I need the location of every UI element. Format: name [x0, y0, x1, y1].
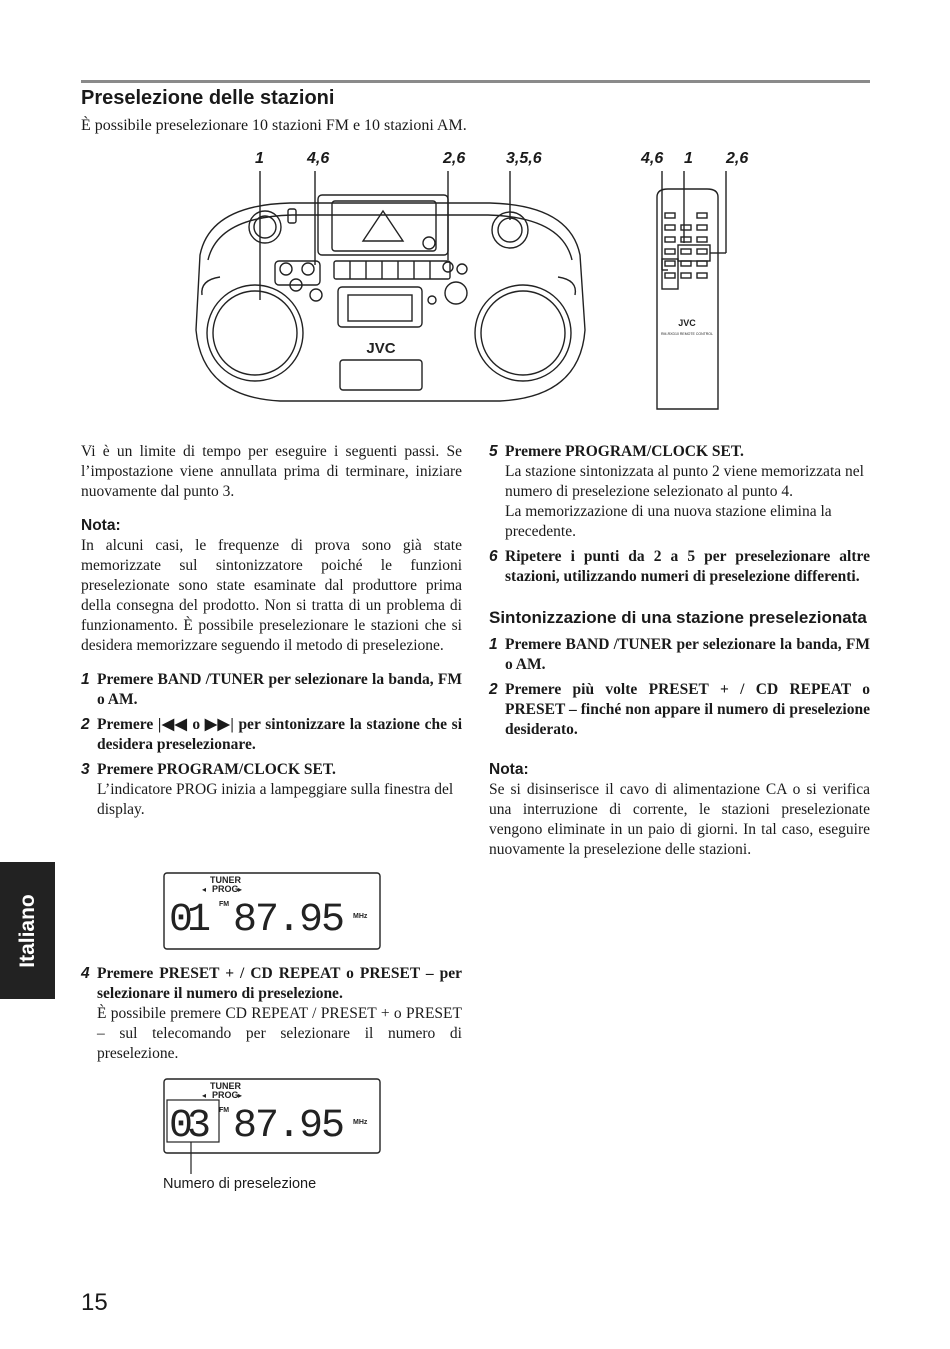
- remote-label: RM-RXD10 REMOTE CONTROL: [661, 332, 713, 336]
- subsection-title: Sintonizzazione di una stazione preselezionata: [489, 608, 867, 627]
- display-1-unit: MHz: [353, 913, 368, 920]
- nota-text-left: In alcuni casi, le frequenze di prova sono già state memorizzate sul sintonizzatore poiché le funzioni preselezionate sono state esaminate dal produttore prima della consegna del prodotto. Non si tratta di un problema di funzionamento. È possibile preselezionare le stazioni che si desidera memorizzare seguendo il metodo di preselezione.: [81, 537, 462, 654]
- section-title: Preselezione delle stazioni: [81, 87, 335, 109]
- step-4-text: È possibile premere CD REPEAT / PRESET + o PRESET – sul telecomando per selezionare il numero di preselezione.: [97, 1005, 462, 1062]
- language-tab: Italiano: [0, 862, 55, 999]
- step-1-left: 1 Premere BAND /TUNER per selezionare la banda, FM o AM.: [81, 671, 462, 708]
- display-1-frequency: 87.95: [233, 898, 345, 943]
- display-1-fm: FM: [219, 901, 230, 908]
- display-2-preset: 03: [169, 1104, 211, 1149]
- step-3-left: 3 Premere PROGRAM/CLOCK SET. L’indicatore PROG inizia a lampeggiare sulla finestra del display.: [81, 760, 462, 820]
- page-number: 15: [81, 1289, 108, 1316]
- svg-text:▸: ▸: [238, 885, 243, 894]
- nota-text-right: Se si disinserisce il cavo di alimentazione CA o si verifica una interruzione di corrente, le stazioni preselezionate vengono eliminate in un paio di giorni. In tal caso, eseguire nuovamente la preselezione delle stazioni.: [489, 781, 870, 858]
- display-1-preset: 01: [169, 898, 211, 943]
- display-2-frequency: 87.95: [233, 1104, 345, 1149]
- tune-step-1: 1 Premere BAND /TUNER per selezionare la banda, FM o AM.: [489, 636, 870, 673]
- left-column-top: [81, 442, 462, 820]
- display-2-tuner: TUNER: [210, 1081, 241, 1091]
- step-5-text-2: La memorizzazione di una nuova stazione elimina la precedente.: [505, 503, 832, 540]
- callout-4-6: 4,6: [307, 150, 330, 167]
- right-column: [489, 442, 870, 860]
- header-rule: [81, 80, 870, 83]
- svg-text:▸: ▸: [238, 1091, 243, 1100]
- boombox-illustration: [180, 165, 600, 415]
- boombox-brand: JVC: [366, 340, 396, 357]
- display-2: [163, 1078, 381, 1174]
- display-1-tuner: TUNER: [210, 875, 241, 885]
- remote-illustration: [640, 165, 760, 415]
- step-4-left: 4 Premere PRESET + / CD REPEAT o PRESET – per selezionare il numero di preselezione. È possibile premere CD REPEAT / PRESET + o PRESET – sul telecomando per selezionare il numero di preselezione.: [81, 965, 462, 1062]
- display-2-unit: MHz: [353, 1119, 368, 1126]
- preset-number-caption: Numero di preselezione: [163, 1176, 317, 1192]
- callout-3-5-6: 3,5,6: [506, 150, 542, 167]
- time-limit-paragraph: Vi è un limite di tempo per eseguire i seguenti passi. Se l’impostazione viene annullata prima di terminare, iniziare nuovamente dal punto 3.: [81, 443, 462, 500]
- step-3-text: L’indicatore PROG inizia a lampeggiare sulla finestra del display.: [97, 781, 454, 818]
- step-5-right: 5 Premere PROGRAM/CLOCK SET. La stazione sintonizzata al punto 2 viene memorizzata nel numero di preselezione selezionato al punto 4. La memorizzazione di una nuova stazione elimina la precedente.: [489, 442, 870, 542]
- left-column-step4: [81, 964, 462, 1064]
- display-2-prog: PROG: [212, 1090, 239, 1100]
- display-1: [163, 872, 381, 950]
- callout-remote-2-6: 2,6: [726, 150, 749, 167]
- nota-title-left: Nota:: [81, 517, 121, 534]
- step-2-left: 2 Premere |◀◀ o ▶▶| per sintonizzare la stazione che si desidera preselezionare.: [81, 716, 462, 753]
- step-5-text-1: La stazione sintonizzata al punto 2 viene memorizzata nel numero di preselezione selezionato al punto 4.: [505, 463, 864, 500]
- step-6-right: 6 Ripetere i punti da 2 a 5 per preselezionare altre stazioni, utilizzando numeri di preselezione differenti.: [489, 548, 870, 585]
- section-intro: È possibile preselezionare 10 stazioni FM e 10 stazioni AM.: [81, 117, 467, 134]
- nota-title-right: Nota:: [489, 761, 529, 778]
- svg-text:◂: ◂: [202, 885, 207, 894]
- svg-text:◂: ◂: [202, 1091, 207, 1100]
- callout-remote-4-6: 4,6: [641, 150, 664, 167]
- callout-remote-1: 1: [684, 150, 693, 167]
- tune-step-2: 2 Premere più volte PRESET + / CD REPEAT o PRESET – finché non appare il numero di preselezione desiderato.: [489, 681, 870, 738]
- display-2-fm: FM: [219, 1107, 230, 1114]
- callout-2-6: 2,6: [443, 150, 466, 167]
- callout-1: 1: [255, 150, 264, 167]
- display-1-prog: PROG: [212, 884, 239, 894]
- remote-brand: JVC: [678, 318, 696, 328]
